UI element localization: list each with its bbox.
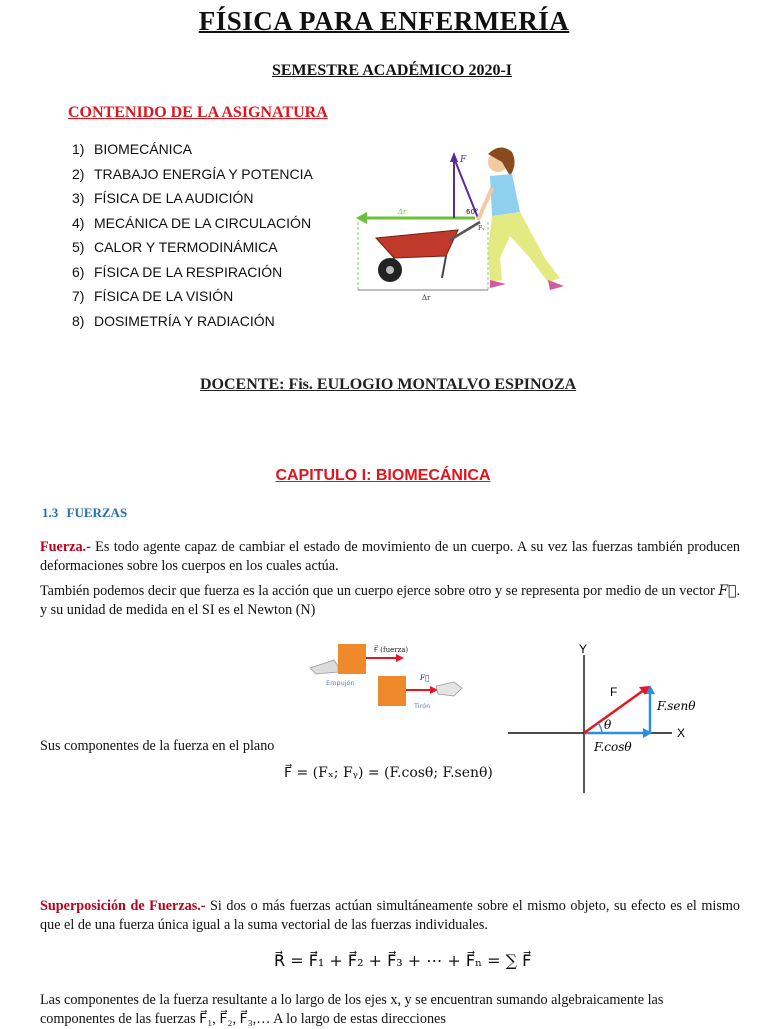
wheelbarrow-illustration xyxy=(350,140,580,305)
contents-item: 7) FÍSICA DE LA VISIÓN xyxy=(72,288,234,304)
superposition-paragraph: Superposición de Fuerzas.- Si dos o más fuerzas actúan simultáneamente sobre el mismo objeto, su efecto es el mismo que el de una fuerza única igual a la suma vectorial de las fuerzas individuales. xyxy=(40,898,740,933)
push-label: Empujón xyxy=(326,679,355,687)
push-block xyxy=(338,644,366,674)
tambien-paragraph: También podemos decir que fuerza es la acción que un cuerpo ejerce sobre otro y se representa por medio de un vector F⃗. y su unidad de medida en el SI es el Newton (N) xyxy=(40,583,740,618)
contents-item: 3) FÍSICA DE LA AUDICIÓN xyxy=(72,190,254,206)
displacement-label: Δr xyxy=(398,208,407,216)
contents-heading: CONTENIDO DE LA ASIGNATURA xyxy=(68,104,328,121)
angle-arc xyxy=(598,723,602,733)
contents-list xyxy=(72,137,313,333)
horizontal-component-label: F.cosθ xyxy=(594,740,632,754)
components-formula: F⃗ = (Fₓ; Fᵧ) = (F.cosθ; F.senθ) xyxy=(284,765,493,781)
contents-item: 6) FÍSICA DE LA RESPIRACIÓN xyxy=(72,263,283,280)
components-paragraph: Sus componentes de la fuerza en el plano xyxy=(40,738,275,754)
vector-label: F xyxy=(610,685,618,699)
vector-diagram xyxy=(500,635,715,800)
contents-item: 5) CALOR Y TERMODINÁMICA xyxy=(72,239,278,255)
section-heading: 1.3 FUERZAS xyxy=(42,505,128,520)
pull-label: Tirón xyxy=(414,702,431,710)
force-label: F xyxy=(460,155,467,165)
push-force-label: F⃗ (fuerza) xyxy=(374,646,409,654)
teacher-name: DOCENTE: Fis. EULOGIO MONTALVO ESPINOZA xyxy=(200,376,577,393)
fuerza-paragraph: Fuerza.- Es todo agente capaz de cambiar el estado de movimiento de un cuerpo. A su vez las fuerzas también producen deformaciones sobre los cuerpos en los cuales actúa. xyxy=(40,539,740,574)
chapter-title: CAPITULO I: BIOMECÁNICA xyxy=(275,467,491,484)
angle-label: θ xyxy=(604,718,612,732)
pull-block xyxy=(378,676,406,706)
angle-label: 60° xyxy=(466,208,479,216)
component-label: Fᵧ xyxy=(478,225,485,232)
contents-item: 1) BIOMECÁNICA xyxy=(72,141,193,157)
girl-shirt xyxy=(490,174,520,216)
resultant-formula: R⃗ = F⃗₁ + F⃗₂ + F⃗₃ + ⋯ + F⃗ₙ = ∑ F⃗ xyxy=(274,951,532,970)
push-pull-figure xyxy=(308,638,468,716)
push-hand xyxy=(310,660,338,674)
semester-label: SEMESTRE ACADÉMICO 2020-I xyxy=(271,62,513,79)
contents-item: 2) TRABAJO ENERGÍA Y POTENCIA xyxy=(72,165,313,182)
pull-force-label: F⃗ xyxy=(420,674,430,682)
y-axis-label: Y xyxy=(578,642,588,656)
displacement-label-bottom: Δr xyxy=(422,294,431,302)
vertical-component-label: F.senθ xyxy=(657,699,696,713)
document-title: FÍSICA PARA ENFERMERÍA xyxy=(198,6,570,36)
x-axis-label: X xyxy=(677,726,686,740)
contents-item: 8) DOSIMETRÍA Y RADIACIÓN xyxy=(72,312,275,329)
contents-item: 4) MECÁNICA DE LA CIRCULACIÓN xyxy=(72,214,312,231)
girl-pants xyxy=(488,212,560,282)
pull-hand xyxy=(436,682,462,696)
components-sum-paragraph: Las componentes de la fuerza resultante a lo largo de los ejes x, y se encuentran sumando algebraicamente las componentes de las fuerzas F⃗₁, F⃗₂, F⃗₃,… A lo largo de estas direcciones xyxy=(40,992,664,1027)
